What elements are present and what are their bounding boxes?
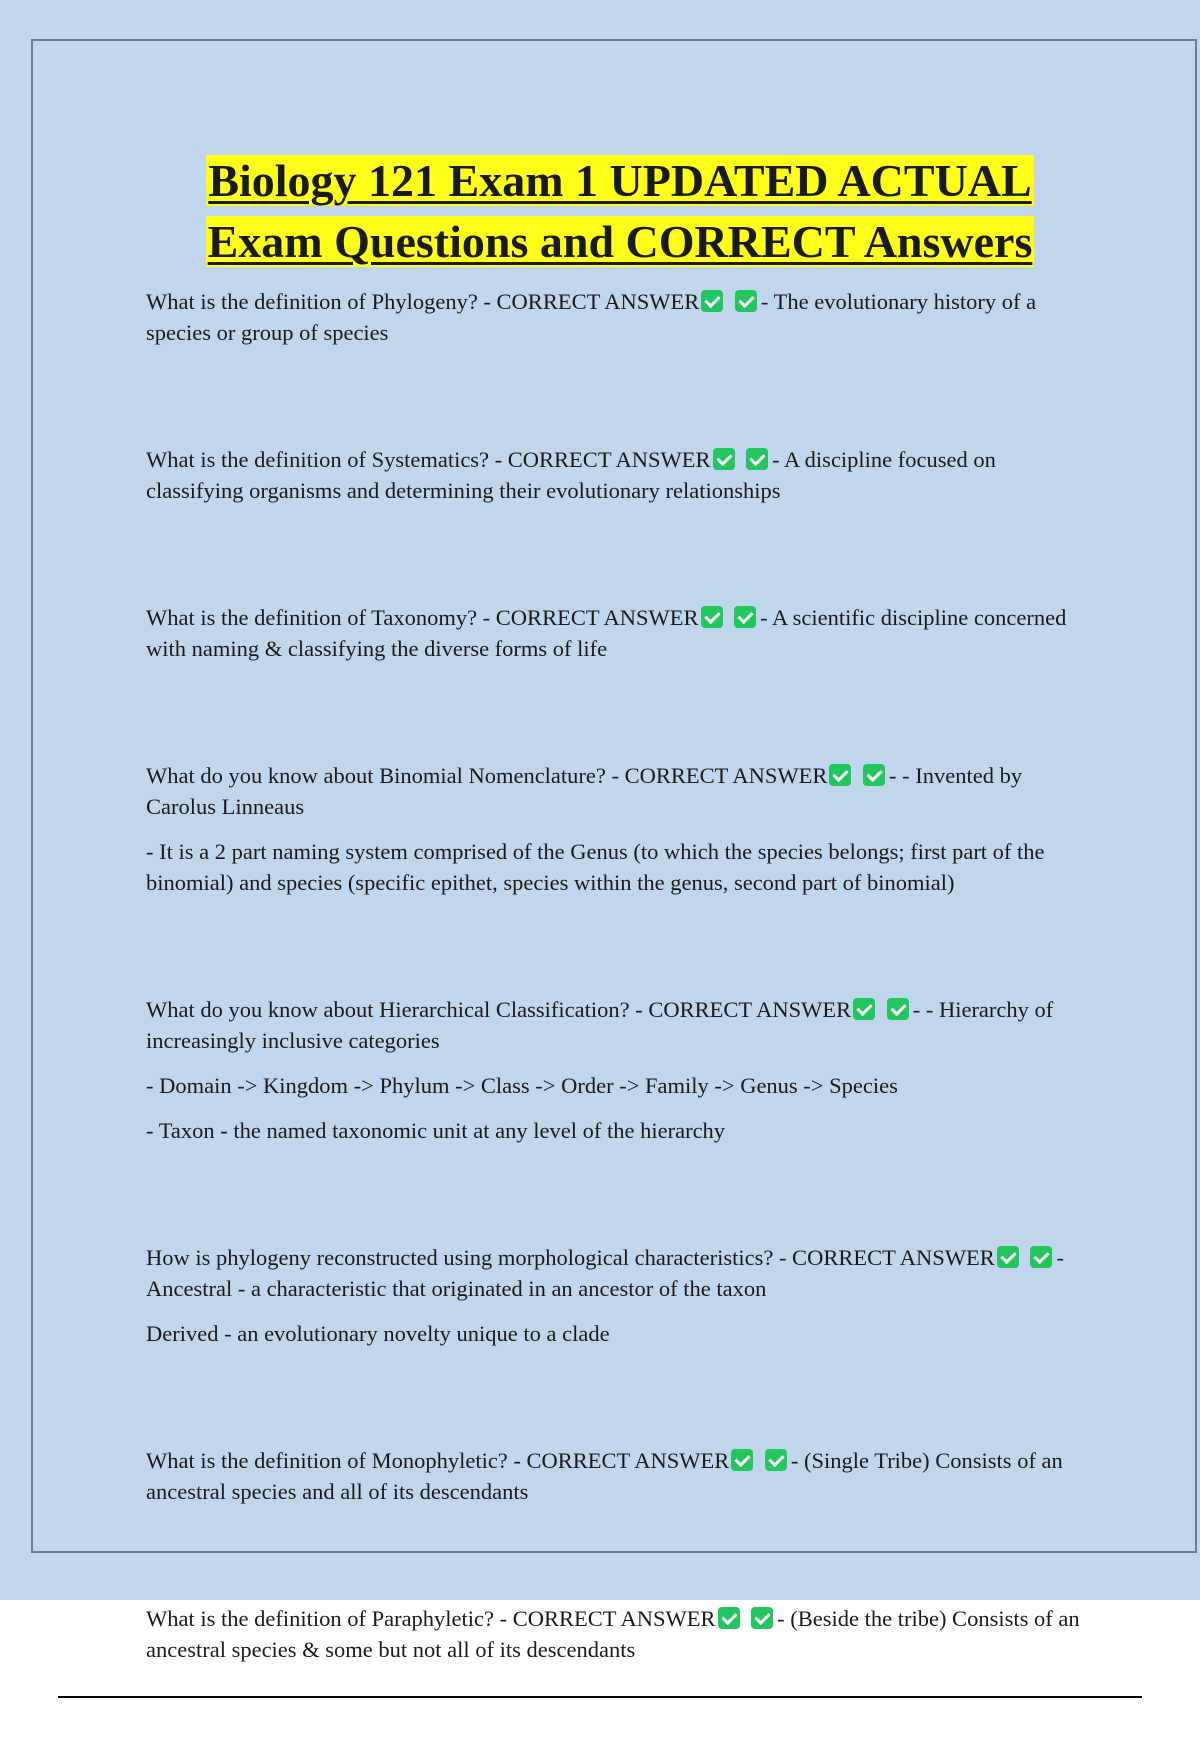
qa-main-line xyxy=(146,1242,1096,1304)
answer-text: - Ancestral - a characteristic that originated in an ancestor of the taxon xyxy=(146,1245,1064,1301)
question-text: What do you know about Binomial Nomenclature? - CORRECT ANSWER xyxy=(146,763,828,788)
answer-text: - (Single Tribe) Consists of an ancestral species and all of its descendants xyxy=(146,1448,1063,1504)
title-line-1: Biology 121 Exam 1 UPDATED ACTUAL xyxy=(208,155,1032,206)
qa-main-line xyxy=(146,1445,1096,1507)
check-mark-icon xyxy=(1030,1246,1052,1268)
answer-detail-line: - Domain -> Kingdom -> Phylum -> Class -> Order -> Family -> Genus -> Species xyxy=(146,1073,898,1098)
check-mark-icon xyxy=(735,290,757,312)
qa-item xyxy=(146,602,1096,664)
qa-item xyxy=(146,286,1096,348)
qa-item xyxy=(146,760,1096,898)
check-mark-icon xyxy=(734,606,756,628)
answer-text: - - Hierarchy of increasingly inclusive categories xyxy=(146,997,1054,1053)
qa-item xyxy=(146,1242,1096,1349)
qa-item xyxy=(146,994,1096,1146)
qa-item xyxy=(146,1445,1096,1507)
qa-item xyxy=(146,1603,1096,1665)
check-mark-icon xyxy=(701,606,723,628)
check-mark-icon xyxy=(751,1607,773,1629)
check-mark-icon xyxy=(887,998,909,1020)
question-text: What is the definition of Monophyletic? - CORRECT ANSWER xyxy=(146,1448,730,1473)
answer-text: - (Beside the tribe) Consists of an ancestral species & some but not all of its descendants xyxy=(146,1606,1080,1662)
answer-detail-line: - It is a 2 part naming system comprised of the Genus (to which the species belongs; first part of the binomial) and species (specific epithet, species within the genus, second part of binomial) xyxy=(146,839,1045,895)
question-text: How is phylogeny reconstructed using morphological characteristics? - CORRECT ANSWER xyxy=(146,1245,995,1270)
qa-main-line xyxy=(146,444,1096,506)
check-mark-icon xyxy=(997,1246,1019,1268)
check-mark-icon xyxy=(765,1449,787,1471)
check-mark-icon xyxy=(829,764,851,786)
qa-main-line xyxy=(146,760,1096,822)
check-mark-icon xyxy=(731,1449,753,1471)
answer-detail-line: - Taxon - the named taxonomic unit at any level of the hierarchy xyxy=(146,1118,726,1143)
title-line-2: Exam Questions and CORRECT Answers xyxy=(207,216,1033,267)
question-text: What do you know about Hierarchical Classification? - CORRECT ANSWER xyxy=(146,997,852,1022)
document-title xyxy=(0,150,1200,272)
check-mark-icon xyxy=(718,1607,740,1629)
question-text: What is the definition of Phylogeny? - CORRECT ANSWER xyxy=(146,289,700,314)
qa-item xyxy=(146,444,1096,506)
qa-main-line xyxy=(146,602,1096,664)
answer-text: - The evolutionary history of a species or group of species xyxy=(146,289,1037,345)
question-text: What is the definition of Paraphyletic? - CORRECT ANSWER xyxy=(146,1606,716,1631)
page-bottom-rule xyxy=(58,1696,1142,1698)
question-text: What is the definition of Taxonomy? - CORRECT ANSWER xyxy=(146,605,699,630)
check-mark-icon xyxy=(853,998,875,1020)
answer-text: - A scientific discipline concerned with naming & classifying the diverse forms of life xyxy=(146,605,1067,661)
check-mark-icon xyxy=(863,764,885,786)
qa-list xyxy=(146,286,1096,1761)
qa-main-line xyxy=(146,1603,1096,1665)
answer-text: - A discipline focused on classifying organisms and determining their evolutionary relationships xyxy=(146,447,996,503)
check-mark-icon xyxy=(713,448,735,470)
qa-main-line xyxy=(146,994,1096,1056)
qa-main-line xyxy=(146,286,1096,348)
check-mark-icon xyxy=(746,448,768,470)
check-mark-icon xyxy=(701,290,723,312)
answer-detail-line: Derived - an evolutionary novelty unique to a clade xyxy=(146,1321,610,1346)
question-text: What is the definition of Systematics? - CORRECT ANSWER xyxy=(146,447,711,472)
answer-text: - - Invented by Carolus Linneaus xyxy=(146,763,1023,819)
